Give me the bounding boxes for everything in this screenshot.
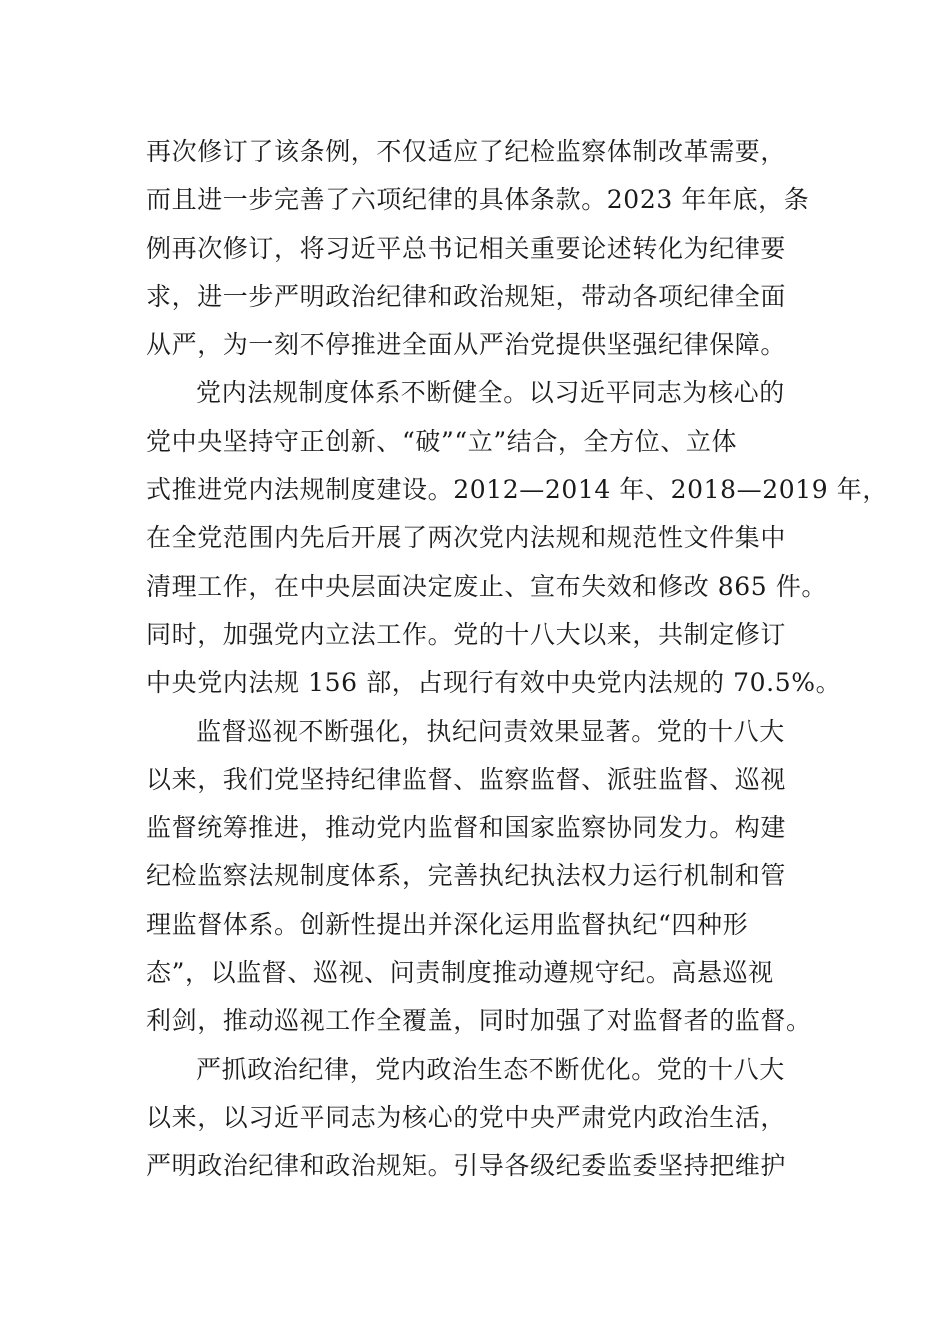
text-line: 在全党范围内先后开展了两次党内法规和规范性文件集中 — [146, 523, 787, 553]
text-line: 利剑，推动巡视工作全覆盖，同时加强了对监督者的监督。 — [146, 1006, 812, 1036]
text-line: 严明政治纪律和政治规矩。引导各级纪委监委坚持把维护 — [146, 1151, 787, 1181]
text-line: 理监督体系。创新性提出并深化运用监督执纪“四种形 — [146, 909, 749, 939]
text-line: 同时，加强党内立法工作。党的十八大以来，共制定修订 — [146, 619, 787, 649]
paragraph-start-line: 严抓政治纪律，党内政治生态不断优化。党的十八大 — [196, 1054, 785, 1084]
paragraph-start-line: 党内法规制度体系不断健全。以习近平同志为核心的 — [196, 378, 785, 408]
text-line: 党中央坚持守正创新、“破”“立”结合，全方位、立体 — [146, 426, 738, 456]
text-line: 例再次修订，将习近平总书记相关重要论述转化为纪律要 — [146, 233, 787, 263]
text-line: 而且进一步完善了六项纪律的具体条款。2023 年年底，条 — [146, 185, 810, 215]
text-line: 中央党内法规 156 部，占现行有效中央党内法规的 70.5%。 — [146, 668, 842, 698]
text-line: 以来，以习近平同志为核心的党中央严肃党内政治生活， — [146, 1102, 787, 1132]
text-line: 纪检监察法规制度体系，完善执纪执法权力运行机制和管 — [146, 861, 787, 891]
text-line: 以来，我们党坚持纪律监督、监察监督、派驻监督、巡视 — [146, 764, 787, 794]
text-line: 监督统筹推进，推动党内监督和国家监察协同发力。构建 — [146, 813, 787, 843]
document-body — [146, 128, 888, 1191]
text-line: 清理工作，在中央层面决定废止、宣布失效和修改 865 件。 — [146, 571, 828, 601]
text-line: 态”，以监督、巡视、问责制度推动遵规守纪。高悬巡视 — [146, 958, 774, 988]
text-line: 再次修订了该条例，不仅适应了纪检监察体制改革需要， — [146, 137, 787, 166]
text-line: 式推进党内法规制度建设。2012—2014 年、2018—2019 年， — [146, 475, 888, 505]
paragraph-start-line: 监督巡视不断强化，执纪问责效果显著。党的十八大 — [196, 716, 785, 746]
text-line: 从严，为一刻不停推进全面从严治党提供坚强纪律保障。 — [146, 330, 787, 360]
text-line: 求，进一步严明政治纪律和政治规矩，带动各项纪律全面 — [146, 281, 787, 311]
